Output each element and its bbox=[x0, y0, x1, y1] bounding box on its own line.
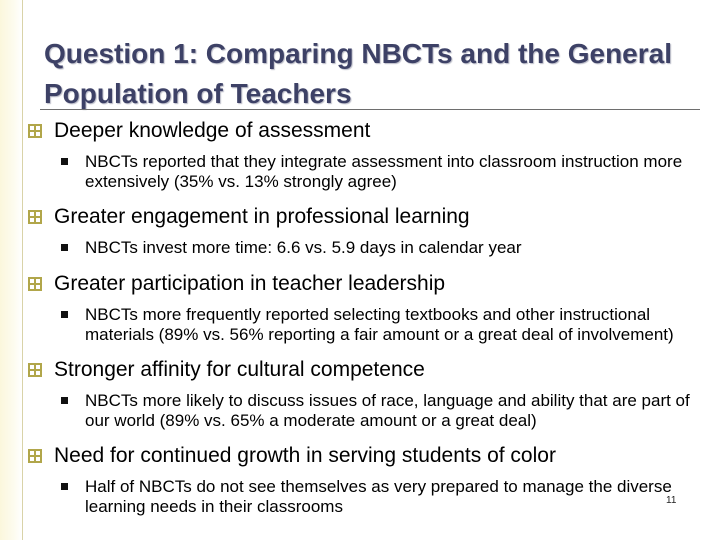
square-bullet-icon bbox=[28, 277, 42, 291]
small-square-bullet-icon bbox=[61, 244, 68, 251]
sub-bullet-text: NBCTs reported that they integrate assessment into classroom instruction more extensively (35% vs. 13% strongly agree) bbox=[85, 152, 683, 191]
small-square-bullet-icon bbox=[61, 158, 68, 165]
bullet-heading: Stronger affinity for cultural competence bbox=[54, 358, 425, 381]
bullet-item bbox=[28, 204, 718, 230]
small-square-bullet-icon bbox=[61, 311, 68, 318]
title-underline bbox=[40, 109, 700, 110]
sub-bullet-item bbox=[85, 238, 718, 258]
sub-bullet-text: NBCTs more likely to discuss issues of race, language and ability that are part of our world (89% vs. 65% a moderate amount or a great deal) bbox=[85, 391, 690, 430]
sub-bullet-text: NBCTs more frequently reported selecting textbooks and other instructional materials (89% vs. 56% reporting a fair amount or a great deal of involvement) bbox=[85, 305, 674, 344]
bullet-heading: Need for continued growth in serving students of color bbox=[54, 444, 556, 467]
sub-bullet-item bbox=[85, 477, 718, 517]
bullet-heading: Greater participation in teacher leadership bbox=[54, 272, 446, 295]
square-bullet-icon bbox=[28, 449, 42, 463]
sub-bullet-item bbox=[85, 391, 718, 431]
bullet-item bbox=[28, 357, 718, 383]
bullet-list bbox=[28, 118, 718, 517]
square-bullet-icon bbox=[28, 363, 42, 377]
sub-bullet-text: Half of NBCTs do not see themselves as very prepared to manage the diverse learning needs in their classrooms bbox=[85, 477, 672, 516]
small-square-bullet-icon bbox=[61, 483, 68, 490]
slide-title: Question 1: Comparing NBCTs and the General Population of Teachers bbox=[44, 38, 673, 109]
sub-bullet-item bbox=[85, 152, 718, 192]
square-bullet-icon bbox=[28, 210, 42, 224]
bullet-heading: Deeper knowledge of assessment bbox=[54, 119, 371, 142]
left-bar-divider bbox=[22, 0, 23, 540]
sub-bullet-item bbox=[85, 305, 718, 345]
small-square-bullet-icon bbox=[61, 397, 68, 404]
bullet-item bbox=[28, 118, 718, 144]
bullet-heading: Greater engagement in professional learning bbox=[54, 205, 470, 228]
left-decorative-bar bbox=[0, 0, 22, 540]
square-bullet-icon bbox=[28, 124, 42, 138]
bullet-item bbox=[28, 443, 718, 469]
sub-bullet-text: NBCTs invest more time: 6.6 vs. 5.9 days in calendar year bbox=[85, 238, 522, 257]
bullet-item bbox=[28, 271, 718, 297]
page-number: 11 bbox=[666, 495, 677, 506]
